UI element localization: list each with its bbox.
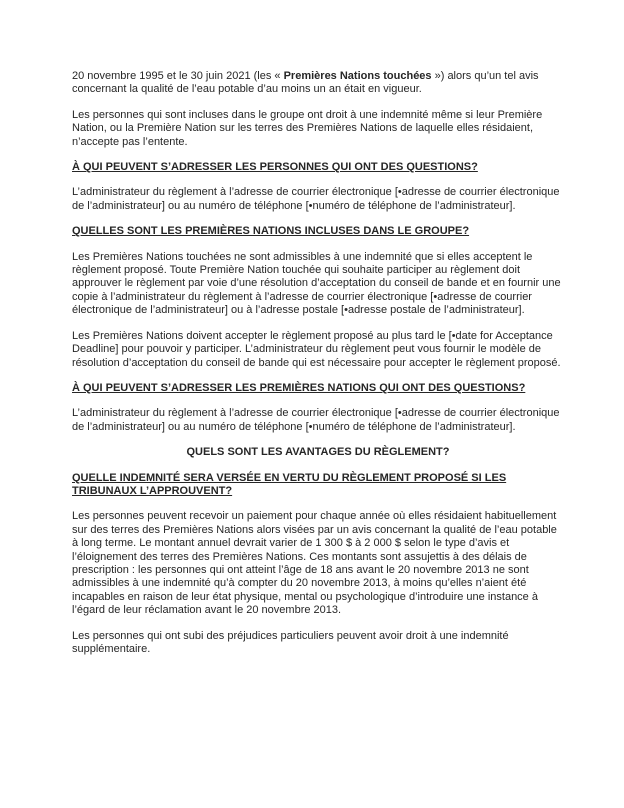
document-content [72,70,564,668]
defined-term-premieres-nations-touchees: Premières Nations touchées [283,70,432,82]
intro-text-pre: 20 novembre 1995 et le 30 juin 2021 (les « [72,70,284,82]
heading-first-nations-group: QUELLES SONT LES PREMIÈRES NATIONS INCLUSES DANS LE GROUPE? [72,225,470,238]
paragraph-group-eligibility: Les personnes qui sont incluses dans le groupe ont droit à une indemnité même si leur Première Nation, ou la Première Nation sur les terres des Premières Nations de laquelle elles résidaient, n’accepte pas l’entente. [72,108,543,148]
heading-compensation: QUELLE INDEMNITÉ SERA VERSÉE EN VERTU DU RÈGLEMENT PROPOSÉ SI LES TRIBUNAUX L’APPROUVENT? [72,471,507,497]
heading-benefits-centered: QUELS SONT LES AVANTAGES DU RÈGLEMENT? [186,446,450,459]
intro-continuation-paragraph [72,70,564,97]
paragraph-payment-details: Les personnes peuvent recevoir un paiement pour chaque année où elles résidaient habituellement sur des terres des Premières Nations alors visées par un avis concernant la qualité de l’eau potable à long terme. Le montant annuel devrait varier de 1 300 $ à 2 000 $ selon le type d’avis et l’éloignement des terres des Premières Nations. Ces montants sont assujettis à des délais de prescription : les personnes qui ont atteint l’âge de 18 ans avant le 20 novembre 2013 ne sont admissibles à une indemnité qu’à compter du 20 novembre 2013, à moins qu’elles n’aient été incapables en raison de leur état physique, mental ou psychologique d’introduire une instance à l’égard de leur réclamation avant le 20 novembre 2013. [72,510,557,617]
paragraph-special-damages: Les personnes qui ont subi des préjudices particuliers peuvent avoir droit à une indemnité supplémentaire. [72,629,509,655]
intro-text-post: ») alors qu’un tel avis concernant la qualité de l’eau potable d’au moins un an était en vigueur. [72,70,539,96]
heading-questions-first-nations: À QUI PEUVENT S’ADRESSER LES PREMIÈRES NATIONS QUI ONT DES QUESTIONS? [72,381,526,394]
paragraph-first-nations-eligibility: Les Premières Nations touchées ne sont admissibles à une indemnité que si elles acceptent le règlement proposé. Toute Première Nation touchée qui souhaite participer au règlement doit approuver le règlement par voie d’une résolution d’acceptation du conseil de bande et en fournir une copie à l’administrateur du règlement à l’adresse de courrier électronique [•adresse de courrier électronique de l’administrateur] ou à l’adresse postale [•adresse postale de l’administrateur]. [72,250,561,317]
paragraph-admin-contact-2: L’administrateur du règlement à l’adresse de courrier électronique [•adresse de courrier électronique de l’administrateur] ou au numéro de téléphone [•numéro de téléphone de l’administrateur]. [72,407,560,433]
heading-questions-persons: À QUI PEUVENT S’ADRESSER LES PERSONNES QUI ONT DES QUESTIONS? [72,161,478,174]
paragraph-first-nations-deadline: Les Premières Nations doivent accepter le règlement proposé au plus tard le [•date for Acceptance Deadline] pour pouvoir y participer. L’administrateur du règlement peut vous fournir le modèle de résolution d’acceptation du conseil de bande qui est nécessaire pour accepter le règlement proposé. [72,329,561,369]
paragraph-admin-contact-1: L’administrateur du règlement à l’adresse de courrier électronique [•adresse de courrier électronique de l’administrateur] ou au numéro de téléphone [•numéro de téléphone de l’administrateur]. [72,186,560,212]
